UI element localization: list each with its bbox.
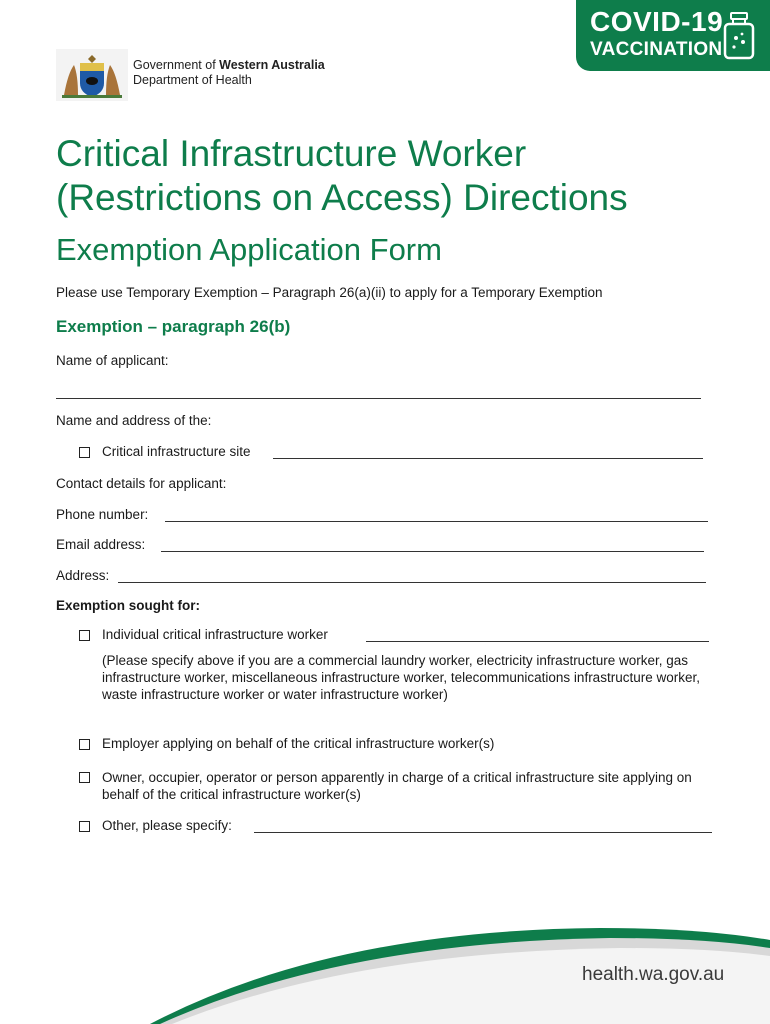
department-name: Department of Health <box>133 73 252 87</box>
vaccine-vial-icon <box>722 12 756 60</box>
phone-field[interactable] <box>165 521 708 522</box>
other-option-label: Other, please specify: <box>102 818 232 833</box>
individual-worker-checkbox[interactable] <box>79 630 90 641</box>
site-field[interactable] <box>273 458 703 459</box>
owner-option-label: Owner, occupier, operator or person apparently in charge of a critical infrastructure site applying on behalf of the critical infrastructure worker(s) <box>102 770 692 802</box>
government-name <box>133 58 325 72</box>
owner-checkbox[interactable] <box>79 772 90 783</box>
email-field[interactable] <box>161 551 704 552</box>
exemption-sought-label: Exemption sought for: <box>56 598 200 613</box>
site-checkbox[interactable] <box>79 447 90 458</box>
badge-line1: COVID-19 <box>590 6 724 37</box>
form-title <box>56 132 756 220</box>
title-line-1: Critical Infrastructure Worker <box>56 133 527 174</box>
individual-worker-label: Individual critical infrastructure worker <box>102 627 328 642</box>
section-heading: Exemption – paragraph 26(b) <box>56 317 291 336</box>
website-url[interactable]: health.wa.gov.au <box>582 964 725 985</box>
contact-details-label: Contact details for applicant: <box>56 476 227 491</box>
footer-swoosh-decoration <box>0 900 770 1024</box>
gov-state: Western Australia <box>219 58 325 72</box>
name-of-applicant-label: Name of applicant: <box>56 353 169 368</box>
title-line-2: (Restrictions on Access) Directions <box>56 177 628 218</box>
address-label: Address: <box>56 568 110 583</box>
form-subtitle: Exemption Application Form <box>56 232 442 267</box>
email-label: Email address: <box>56 537 146 552</box>
site-option-label: Critical infrastructure site <box>102 444 251 459</box>
employer-checkbox[interactable] <box>79 739 90 750</box>
wa-coat-of-arms-logo <box>56 49 128 101</box>
badge-line2: VACCINATION <box>590 39 723 60</box>
name-and-address-label: Name and address of the: <box>56 413 212 428</box>
phone-label: Phone number: <box>56 507 149 522</box>
temporary-exemption-note: Please use Temporary Exemption – Paragraph 26(a)(ii) to apply for a Temporary Exemption <box>56 285 603 300</box>
individual-worker-field[interactable] <box>366 641 709 642</box>
other-field[interactable] <box>254 832 712 833</box>
individual-worker-note: (Please specify above if you are a commercial laundry worker, electricity infrastructure worker, gas infrastructure worker, miscellaneous infrastructure worker, telecommunications infrastructure worker, waste infrastructure worker or water infrastructure worker) <box>102 653 700 702</box>
other-checkbox[interactable] <box>79 821 90 832</box>
address-field[interactable] <box>118 582 706 583</box>
gov-prefix: Government of <box>133 58 220 72</box>
employer-option-label: Employer applying on behalf of the critical infrastructure worker(s) <box>102 736 495 751</box>
name-of-applicant-field[interactable] <box>56 398 701 399</box>
